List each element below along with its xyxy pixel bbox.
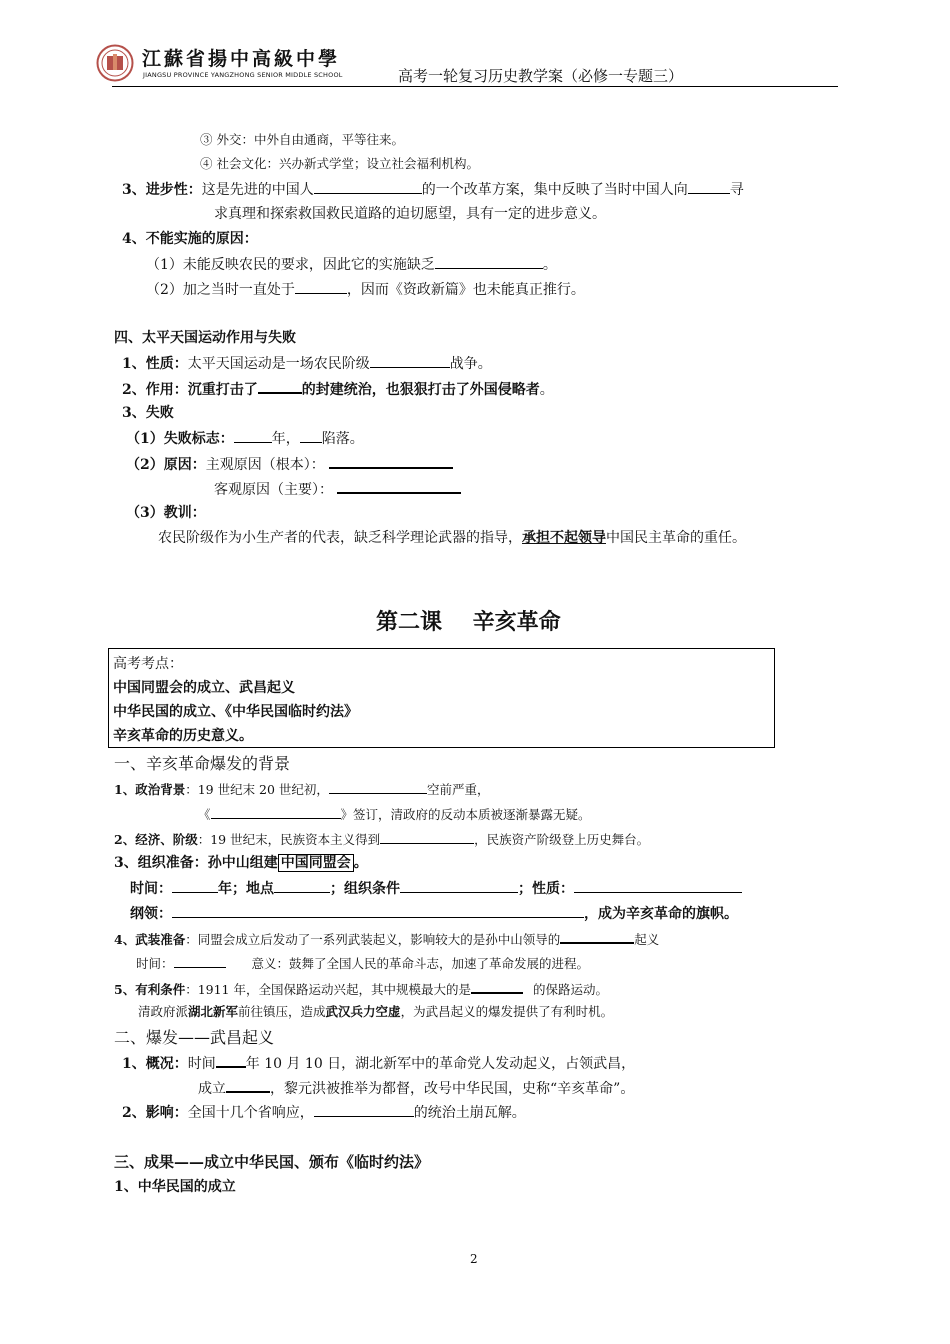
favorable-conditions-2: 清政府派湖北新军前往镇压，造成武汉兵力空虚，为武昌起义的爆发提供了有利时机。 bbox=[138, 1004, 614, 1019]
favorable-conditions: 5、有利条件：1911 年，全国保路运动兴起，其中规模最大的是 的保路运动。 bbox=[114, 977, 608, 998]
treaty-line: 《 》签订，清政府的反动本质被逐渐暴露无疑。 bbox=[198, 803, 591, 823]
failure-reason-2: 客观原因（主要）： bbox=[214, 477, 461, 499]
blank[interactable] bbox=[400, 877, 518, 893]
reason-heading: 4、不能实施的原因： bbox=[122, 231, 258, 247]
blank[interactable] bbox=[688, 178, 730, 194]
subsection-heading: 1、中华民国的成立 bbox=[114, 1179, 236, 1195]
school-logo bbox=[96, 44, 134, 82]
exam-points-title: 高考考点： bbox=[113, 656, 183, 672]
blank[interactable] bbox=[337, 477, 461, 494]
overview-line-2: 成立 ，黎元洪被推举为都督，改号中华民国，史称“辛亥革命”。 bbox=[198, 1076, 634, 1098]
blank[interactable] bbox=[370, 352, 450, 368]
school-name-en: JIANGSU PROVINCE YANGZHONG SENIOR MIDDLE SCHOOL bbox=[143, 71, 343, 79]
blank[interactable] bbox=[274, 877, 330, 893]
lesson-text: 农民阶级作为小生产者的代表，缺乏科学理论武器的指导，承担不起领导中国民主革命的重任。 bbox=[158, 530, 746, 546]
blank[interactable] bbox=[380, 828, 474, 844]
effect-line: 2、作用：沉重打击了 的封建统治，也狠狠打击了外国侵略者。 bbox=[122, 377, 554, 399]
blank[interactable] bbox=[174, 952, 226, 968]
reason-2: （2）加之当时一直处于 ，因而《资政新篇》也未能真正推行。 bbox=[146, 278, 585, 299]
blank[interactable] bbox=[560, 927, 634, 944]
organization-details: 时间： 年；地点 ；组织条件 ；性质： bbox=[130, 877, 742, 898]
item-diplomacy: ③ 外交：中外自由通商，平等往来。 bbox=[200, 132, 404, 147]
blank[interactable] bbox=[216, 1051, 246, 1068]
program-line: 纲领： ，成为辛亥革命的旗帜。 bbox=[130, 902, 738, 923]
blank[interactable] bbox=[435, 253, 543, 269]
armed-preparation: 4、武装准备：同盟会成立后发动了一系列武装起义，影响较大的是孙中山领导的 起义 bbox=[114, 927, 659, 948]
exam-point: 辛亥革命的历史意义。 bbox=[113, 728, 253, 744]
blank[interactable] bbox=[314, 1101, 414, 1117]
blank[interactable] bbox=[329, 778, 427, 794]
section-heading: 三、成果——成立中华民国、颁布《临时约法》 bbox=[114, 1153, 430, 1171]
failure-heading: 3、失败 bbox=[122, 405, 174, 421]
section-heading: 一、辛亥革命爆发的背景 bbox=[114, 754, 291, 773]
page-number: 2 bbox=[470, 1252, 478, 1266]
reason-1: （1）未能反映农民的要求，因此它的实施缺乏 。 bbox=[146, 253, 557, 274]
school-name-cn: 江蘇省揚中高級中學 bbox=[142, 48, 341, 70]
item-social-culture: ④ 社会文化：兴办新式学堂；设立社会福利机构。 bbox=[200, 156, 479, 171]
exam-point: 中华民国的成立、《中华民国临时约法》 bbox=[113, 704, 358, 720]
blank[interactable] bbox=[329, 452, 453, 469]
progressiveness-line-1: 3、进步性：这是先进的中国人 的一个改革方案，集中反映了当时中国人向 寻 bbox=[122, 178, 744, 199]
document-title: 高考一轮复习历史教学案（必修一专题三） bbox=[398, 67, 684, 85]
blank[interactable] bbox=[211, 803, 341, 819]
blank[interactable] bbox=[295, 278, 347, 294]
blank[interactable] bbox=[314, 178, 422, 194]
overview-line-1: 1、概况：时间 年 10 月 10 日，湖北新军中的革命党人发动起义，占领武昌， bbox=[122, 1051, 635, 1073]
organization-line: 3、组织准备：孙中山组建 中国同盟会 。 bbox=[114, 855, 368, 871]
progressiveness-line-2: 求真理和探索救国救民道路的迫切愿望，具有一定的进步意义。 bbox=[214, 206, 606, 222]
economic-background: 2、经济、阶级：19 世纪末，民族资本主义得到 ，民族资产阶级登上历史舞台。 bbox=[114, 828, 649, 848]
blank[interactable] bbox=[172, 877, 218, 893]
blank[interactable] bbox=[258, 377, 302, 394]
blank[interactable] bbox=[300, 427, 322, 443]
blank[interactable] bbox=[234, 427, 272, 443]
failure-sign: （1）失败标志： 年， 陷落。 bbox=[126, 427, 364, 448]
section-heading: 二、爆发——武昌起义 bbox=[114, 1028, 275, 1047]
lesson-heading: （3）教训： bbox=[126, 505, 206, 521]
blank[interactable] bbox=[574, 877, 742, 893]
influence-line: 2、影响：全国十几个省响应， 的统治土崩瓦解。 bbox=[122, 1101, 526, 1122]
section-heading: 四、太平天国运动作用与失败 bbox=[114, 330, 296, 346]
exam-point: 中国同盟会的成立、武昌起义 bbox=[113, 680, 295, 696]
header-rule bbox=[112, 86, 838, 87]
blank[interactable] bbox=[226, 1076, 270, 1093]
failure-reason-1: （2）原因：主观原因（根本）： bbox=[126, 452, 453, 474]
political-background: 1、政治背景：19 世纪末 20 世纪初， 空前严重， bbox=[114, 778, 489, 798]
armed-time-line: 时间： 意义：鼓舞了全国人民的革命斗志，加速了革命发展的进程。 bbox=[136, 952, 589, 972]
blank[interactable] bbox=[172, 902, 584, 918]
blank[interactable] bbox=[471, 977, 523, 994]
lesson-title: 第二课 辛亥革命 bbox=[376, 610, 561, 635]
nature-line: 1、性质：太平天国运动是一场农民阶级 战争。 bbox=[122, 352, 492, 373]
